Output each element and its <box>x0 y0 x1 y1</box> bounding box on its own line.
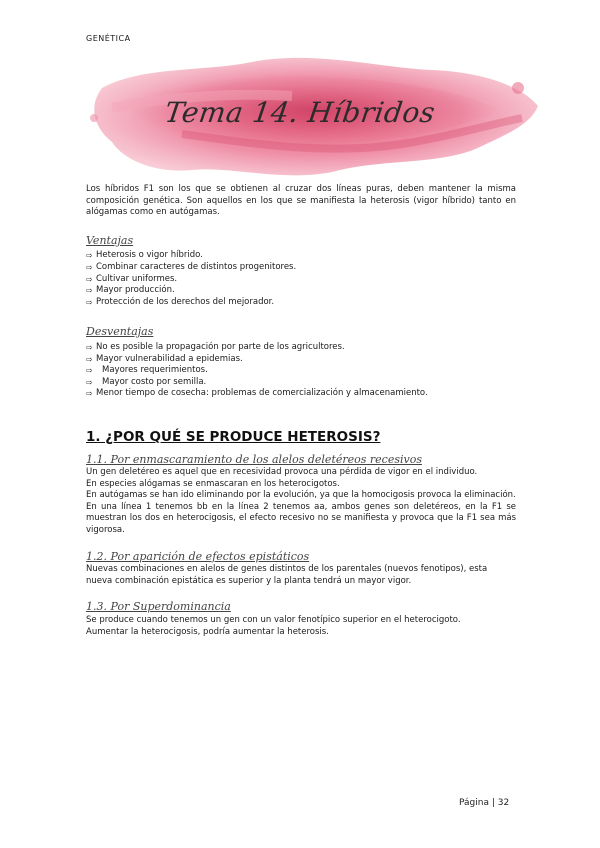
right-arrow-outline-icon: ⇨ <box>86 274 93 284</box>
desventajas-list <box>86 342 516 400</box>
right-arrow-outline-icon: ⇨ <box>86 262 93 272</box>
list-item: ⇨ Mayor vulnerabilidad a epidemias. <box>86 353 243 364</box>
list-item: ⇨ Protección de los derechos del mejorador. <box>86 296 275 307</box>
right-arrow-outline-icon: ⇨ <box>86 251 93 261</box>
paragraph: Aumentar la heterocigosis, podría aumentar la heterosis. <box>86 626 329 637</box>
paragraph: En autógamas se han ido eliminando por la evolución, ya que la homocigosis provoca la eliminación. <box>86 490 516 501</box>
list-item: ⇨ Heterosis o vigor híbrido. <box>86 250 203 261</box>
paragraph: Nuevas combinaciones en alelos de genes distintos de los parentales (nuevos fenotipos), esta nueva combinación epistática es superior y la planta tendrá un mayor vigor. <box>86 564 488 586</box>
list-item: ⇨ Mayores requerimientos. <box>86 365 208 376</box>
intro-paragraph: Los híbridos F1 son los que se obtienen al cruzar dos líneas puras, deben mantener la misma composición genética. Son aquellos en los que se manifiesta la heterosis (vigor híbrido) tanto en alógamas como en autógamas. <box>86 184 516 218</box>
right-arrow-outline-icon: ⇨ <box>86 342 93 352</box>
desventajas-heading: Desventajas <box>86 325 154 339</box>
list-item: ⇨ Mayor costo por semilla. <box>86 376 207 387</box>
paragraph: Se produce cuando tenemos un gen con un valor fenotípico superior en el heterocigoto. <box>86 615 461 626</box>
right-arrow-outline-icon: ⇨ <box>86 354 93 364</box>
right-arrow-outline-icon: ⇨ <box>86 297 93 307</box>
subsection-1-2-title: 1.2. Por aparición de efectos epistáticos <box>86 549 310 563</box>
subsection-1-3-title: 1.3. Por Superdominancia <box>86 600 231 614</box>
ventajas-list <box>86 250 516 308</box>
right-arrow-outline-icon: ⇨ <box>86 286 93 296</box>
paragraph: Un gen deletéreo es aquel que en recesividad provoca una pérdida de vigor en el individuo. <box>86 467 478 478</box>
list-item: ⇨ Mayor producción. <box>86 285 175 296</box>
right-arrow-outline-icon: ⇨ <box>86 366 93 376</box>
ventajas-heading: Ventajas <box>86 233 134 247</box>
right-arrow-outline-icon: ⇨ <box>86 389 93 399</box>
right-arrow-outline-icon: ⇨ <box>86 377 93 387</box>
list-item: ⇨ No es posible la propagación por parte de los agricultores. <box>86 341 345 352</box>
paragraph: En especies alógamas se enmascaran en los heterocigotos. <box>86 478 340 489</box>
page-title: Tema 14. Híbridos <box>162 96 438 129</box>
document-body <box>86 184 516 638</box>
subsection-1-1-title: 1.1. Por enmascaramiento de los alelos deletéreos recesivos <box>86 452 422 466</box>
header-course: GENÉTICA <box>86 34 131 43</box>
list-item: ⇨ Cultivar uniformes. <box>86 273 178 284</box>
page-number: Página | 32 <box>459 798 510 808</box>
section-1-title: 1. ¿POR QUÉ SE PRODUCE HETEROSIS? <box>86 428 381 445</box>
paragraph: En una línea 1 tenemos bb en la línea 2 tenemos aa, ambos genes son deletéreos, en la F1 se muestran los dos en heterocigosis, el efecto recesivo no se manifiesta y provoca que la F1 sea más vigorosa. <box>86 501 516 536</box>
list-item: ⇨ Combinar caracteres de distintos progenitores. <box>86 261 297 272</box>
list-item: ⇨ Menor tiempo de cosecha: problemas de comercialización y almacenamiento. <box>86 388 428 399</box>
